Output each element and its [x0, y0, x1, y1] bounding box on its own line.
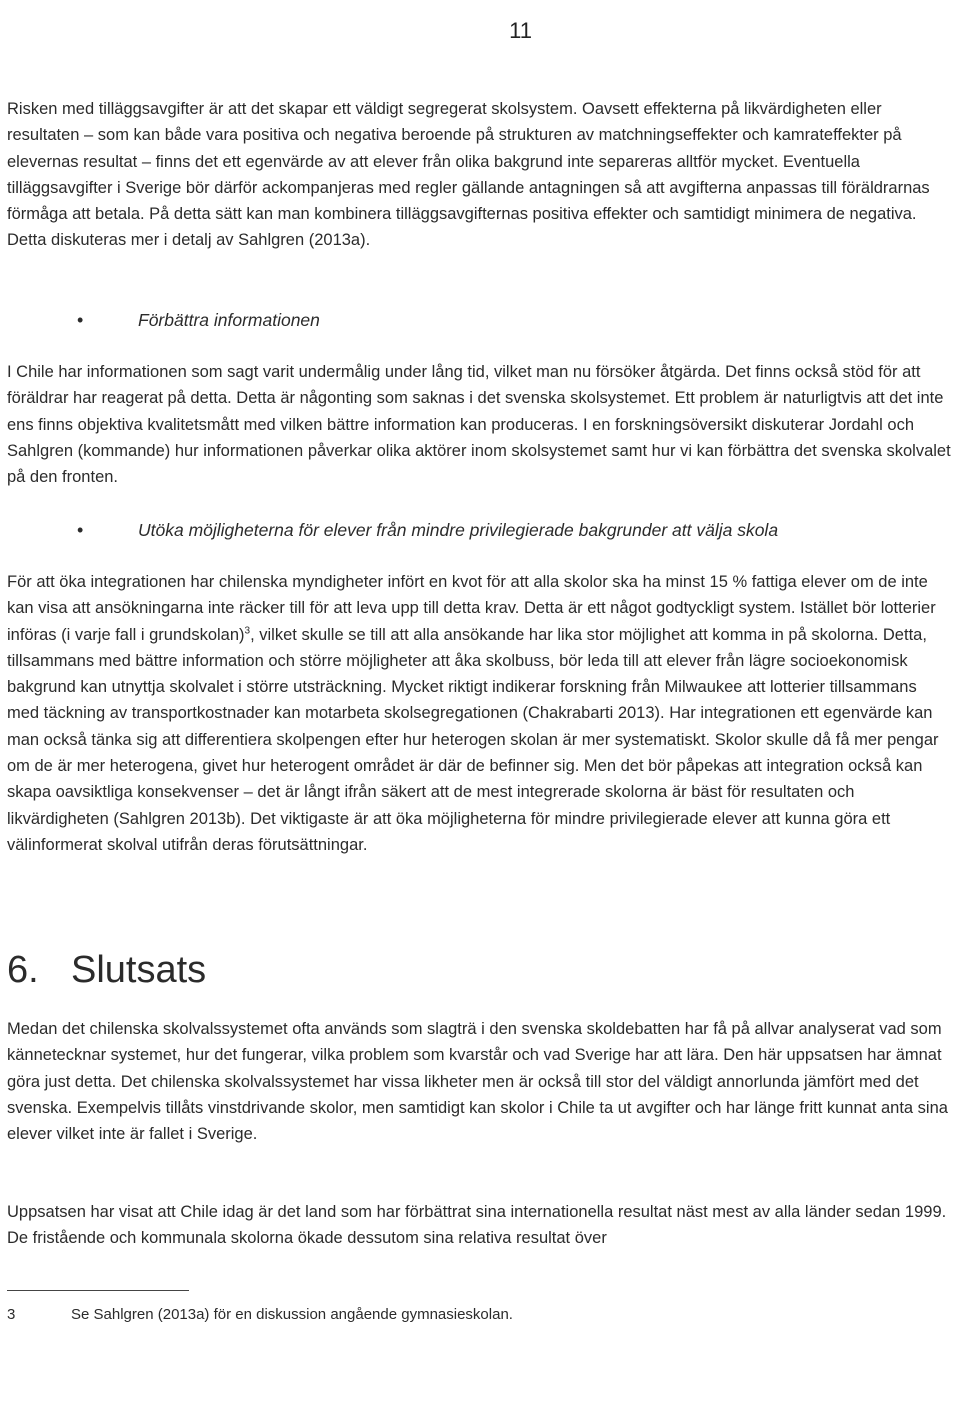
bullet-heading-school-choice: Utöka möjligheterna för elever från mindre privilegierade bakgrunder att välja skola	[138, 520, 779, 540]
paragraph-integration-part-2: , vilket skulle se till att alla ansökande har lika stor möjlighet att komma in på skolorna. Detta, tillsammans med bättre information och större möjligheter att åka skolbuss, bör leda till att elever från lägre socioekonomisk bakgrund kan utnyttja skolvalet i större utsträckning. Mycket riktigt indikerar forskning från Milwaukee att lotterier tillsammans med täckning av transportkostnader kan motarbeta skolsegregationen (Chakrabarti 2013). Har integrationen ett egenvärde kan man också tänka sig att differentiera skolpengen efter hur heterogen skolan är mer systematiskt. Skolor skulle då få mer pengar om de är mer heterogena, givet hur heterogent området är där de befinner sig. Men det bör påpekas att integration också kan skapa oavsiktliga konsekvenser – det är långt ifrån säkert att de mest integrerade skolorna är bäst för resultaten och likvärdigheten (Sahlgren 2013b). Det viktigaste är att öka möjligheterna för mindre privilegierade elever att kunna göra ett välinformerat skolval utifrån deras förutsättningar.	[7, 625, 939, 854]
section-heading	[7, 946, 206, 994]
paragraph-conclusion-results: Uppsatsen har visat att Chile idag är det land som har förbättrat sina internationella resultat näst mest av alla länder sedan 1999. De fristående och kommunala skolorna ökade dessutom sina relativa resultat över	[7, 1203, 947, 1248]
footnote-text: Se Sahlgren (2013a) för en diskussion angående gymnasieskolan.	[71, 1306, 513, 1323]
footnote	[7, 1305, 513, 1325]
section-number: 6.	[7, 949, 39, 991]
paragraph-information: I Chile har informationen som sagt varit undermålig under lång tid, vilket man nu försöker åtgärda. Det finns också stöd för att föräldrar har reagerat på detta. Detta är någonting som saknas i det svenska skolsystemet. Ett problem är naturligtvis att det inte ens finns objektiva kvalitetsmått med vilken bättre information kan produceras. I en forskningsöversikt diskuterar Jordahl och Sahlgren (kommande) hur informationen påverkar olika aktörer inom skolsystemet samt hur vi kan förbättra det svenska skolvalet på den fronten.	[7, 363, 951, 487]
section-title: Slutsats	[71, 949, 207, 991]
paragraph-conclusion-intro: Medan det chilenska skolvalssystemet ofta används som slagträ i den svenska skoldebatten har få på allvar analyserat vad som kännetecknar systemet, hur det fungerar, vilka problem som kvarstår och vad Sverige har att lära. Den här uppsatsen har ämnat göra just detta. Det chilenska skolvalssystemet har vissa likheter men är också till stor del väldigt annorlunda jämfört med det svenska. Exempelvis tillåts vinstdrivande skolor, men samtidigt kan skolor i Chile ta ut avgifter och har länge fritt kunnat anta sina elever vilket inte är fallet i Sverige.	[7, 1020, 948, 1144]
bullet-heading-information: Förbättra informationen	[138, 310, 320, 330]
paragraph-tillaggsavgifter: Risken med tilläggsavgifter är att det skapar ett väldigt segregerat skolsystem. Oavsett effekterna på likvärdigheten eller resultaten – som kan både vara positiva och negativa beroende på strukturen av matchningseffekter och kamrateffekter på elevernas resultat – finns det ett egenvärde av att elever från olika bakgrund inte separeras alltför mycket. Eventuella tilläggsavgifter i Sverige bör därför ackompanjeras med regler gällande antagningen så att avgifterna anpassas till föräldrarnas förmåga att betala. På detta sätt kan man kombinera tilläggsavgifternas positiva effekter och samtidigt minimera de negativa. Detta diskuteras mer i detalj av Sahlgren (2013a).	[7, 100, 930, 250]
bullet-marker: •	[77, 520, 84, 540]
footnote-number: 3	[7, 1306, 16, 1323]
footnote-reference: 3	[244, 625, 251, 637]
paragraph-integration-part-1: För att öka integrationen har chilenska myndigheter infört en kvot för att alla skolor ska ha minst 15 % fattiga elever om de inte kan visa att ansökningarna inte räcker till för att leva upp till detta krav. Detta är ett något godtyckligt system. Istället bör lotterier införas (i varje fall i grundskolan)	[7, 573, 936, 644]
footnote-divider	[7, 1290, 189, 1291]
bullet-marker: •	[77, 310, 84, 330]
paragraph-integration	[7, 569, 953, 858]
page-number: 11	[509, 18, 532, 43]
